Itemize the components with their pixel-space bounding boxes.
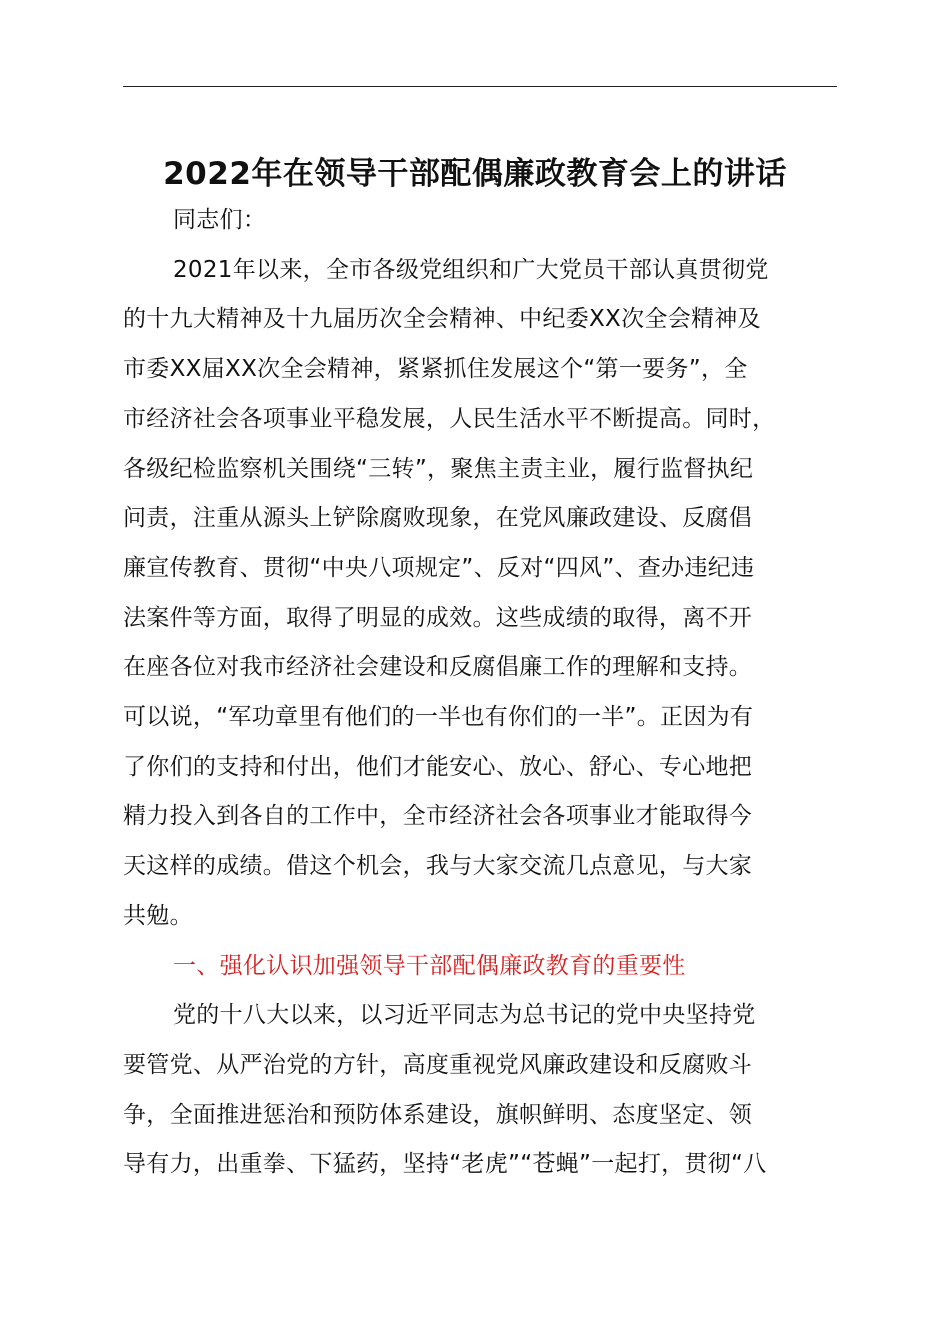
paragraph-line: 精力投入到各自的工作中，全市经济社会各项事业才能取得今 (123, 803, 753, 830)
paragraph-line: 导有力，出重拳、下猛药，坚持“老虎”“苍蝇”一起打，贯彻“八 (123, 1151, 767, 1178)
paragraph-line: 市委XX届XX次全会精神，紧紧抓住发展这个“第一要务”，全 (123, 356, 748, 383)
paragraph-line: 争，全面推进惩治和预防体系建设，旗帜鲜明、态度坚定、领 (123, 1101, 753, 1128)
paragraph-line: 法案件等方面，取得了明显的成效。这些成绩的取得，离不开 (123, 604, 753, 631)
section-heading: 一、强化认识加强领导干部配偶廉政教育的重要性 (173, 952, 686, 979)
paragraph-line: 市经济社会各项事业平稳发展，人民生活水平不断提高。同时， (123, 405, 776, 432)
paragraph-line: 廉宣传教育、贯彻“中央八项规定”、反对“四风”、查办违纪违 (123, 554, 755, 581)
paragraph-line: 天这样的成绩。借这个机会，我与大家交流几点意见，与大家 (123, 853, 753, 880)
paragraph-line: 2021年以来，全市各级党组织和广大党员干部认真贯彻党 (173, 256, 769, 283)
paragraph-line: 各级纪检监察机关围绕“三转”，聚焦主责主业，履行监督执纪 (123, 455, 754, 482)
paragraph-line: 了你们的支持和付出，他们才能安心、放心、舒心、专心地把 (123, 753, 753, 780)
paragraph-line: 同志们： (173, 207, 267, 233)
paragraph-line: 的十九大精神及十九届历次全会精神、中纪委XX次全会精神及 (123, 306, 761, 333)
paragraph-line: 可以说，“军功章里有他们的一半也有你们的一半”。正因为有 (123, 704, 754, 730)
paragraph-line: 共勉。 (123, 902, 193, 929)
paragraph-line: 党的十八大以来，以习近平同志为总书记的党中央坚持党 (173, 1002, 756, 1029)
page-title: 2022年在领导干部配偶廉政教育会上的讲话 (163, 156, 787, 192)
paragraph-line: 要管党、从严治党的方针，高度重视党风廉政建设和反腐败斗 (123, 1051, 753, 1078)
header-rule (123, 86, 837, 87)
paragraph-line: 问责，注重从源头上铲除腐败现象，在党风廉政建设、反腐倡 (123, 505, 753, 532)
paragraph-line: 在座各位对我市经济社会建设和反腐倡廉工作的理解和支持。 (123, 654, 753, 681)
